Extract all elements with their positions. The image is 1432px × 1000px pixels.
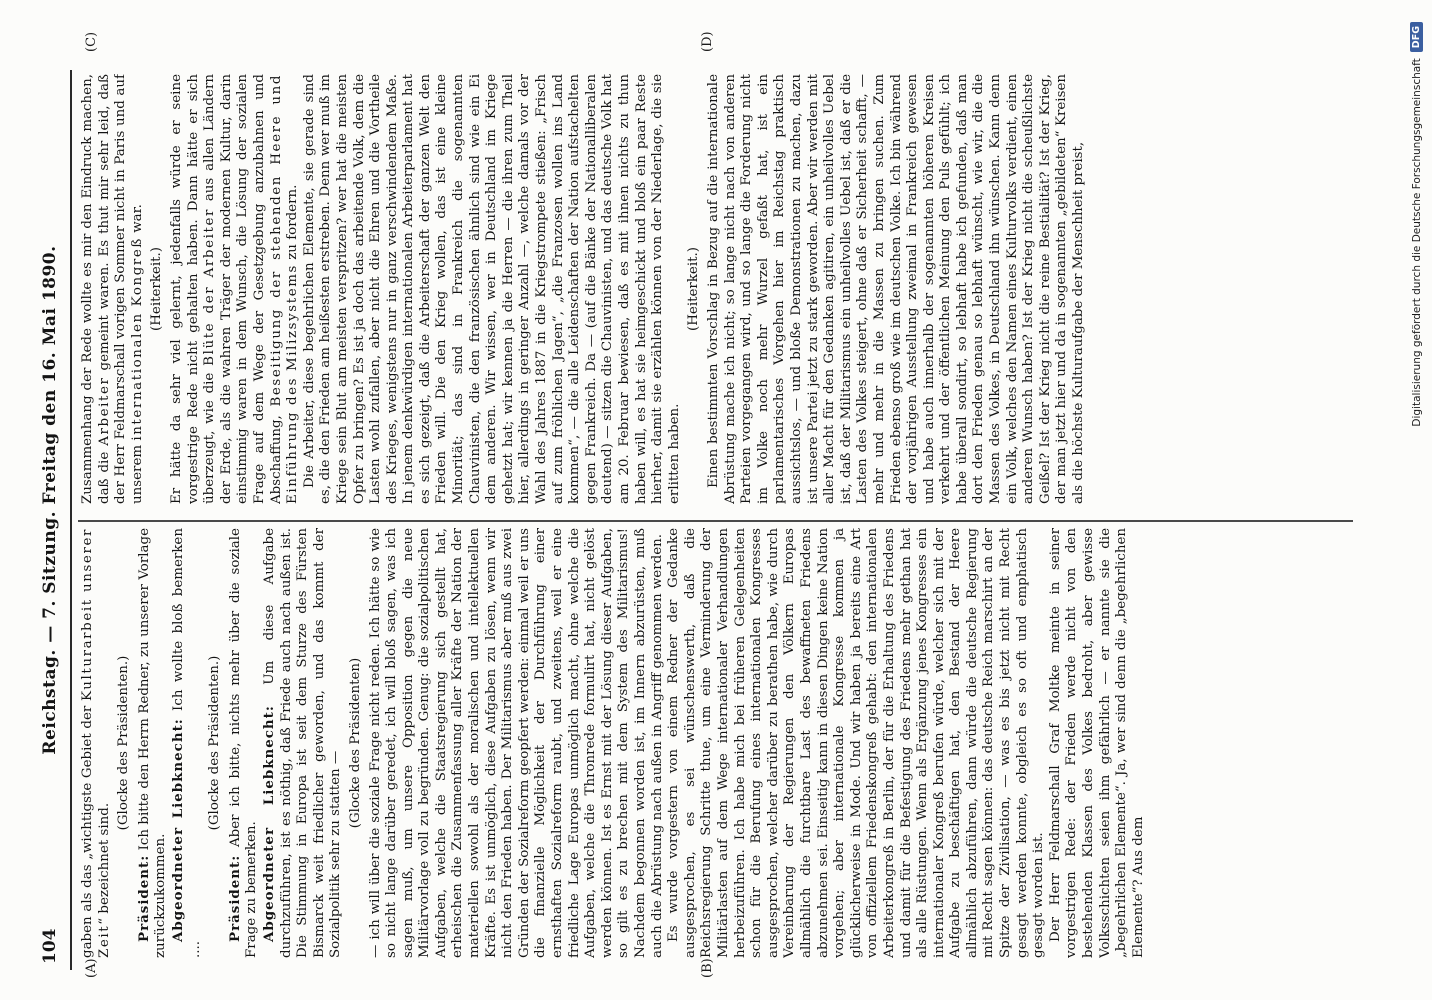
dfg-logo: DFG [1410, 22, 1423, 52]
digitization-credit [1410, 0, 1428, 1000]
paragraph: Es wurde vorgestern von einem Redner der Gedanke ausgesprochen, es sei wünschenswerth, daß die Reichsregierung Schritte thue, um eine Verminderung der Militärlasten auf dem Wege internationaler Verhandlungen herbeizuführen. Ich habe mich bei früheren Gelegenheiten schon für die Berufung eines internationalen Kongresses ausgesprochen, welcher darüber zu berathen habe, wie durch Vereinbarung der Regierungen den Völkern Europas allmählich die furchtbare Last des bewaffneten Friedens abzunehmen sei. Einseitig kann in diesen Dingen keine Nation vorgehen; aber internationale Kongresse kommen ja glücklicherweise in Mode. Und wir haben ja bereits eine Art von offiziellem Friedenskongreß gehabt: den internationalen Arbeiterkongreß in Berlin, der für die Erhaltung des Friedens und damit für die Befestigung des Friedens mehr gethan hat als alle Rüstungen. Wenn als Ergänzung jenes Kongresses ein internationaler Kongreß berufen würde, welcher sich mit der Aufgabe zu beschäftigen hat, den Bestand der Heere allmählich abzuführen, dann würde die deutsche Regierung mit Recht sagen können: das deutsche Reich marschirt an der Spitze der Zivilisation, — was es bis jetzt nicht mit Recht gesagt werden konnte, obgleich es so oft und emphatisch gesagt worden ist. [666, 528, 1047, 958]
right-column [80, 74, 1360, 504]
speaker-paragraph: Präsident: Ich bitte den Herrn Redner, zu unserer Vorlage zurückzukommen. [135, 528, 169, 958]
speaker-paragraph: Abgeordneter Liebknecht: Um diese Aufgabe durchzuführen, ist es nöthig, daß Friede auch nach außen ist. Die Stimmung in Europa ist seit dem Sturze des Fürsten Bismarck weit friedlicher geworden, und das kommt der Sozialpolitik sehr zu statten — [260, 528, 344, 958]
stage-note: (Glocke des Präsidenten) [347, 657, 363, 829]
paragraph: — ich will über die soziale Frage nicht reden. Ich hätte so wie so nicht lange darüber geredet, ich will bloß sagen, was ich sagen muß, um unsere Opposition gegen die neue Militärvorlage voll zu begründen. Genug: die sozialpolitischen Aufgaben, welche die Staatsregierung sich gestellt hat, erheischen die Zusammenfassung aller Kräfte der Nation der materiellen sowohl als der moralischen und intellektuellen Kräfte. Es ist unmöglich, diese Aufgaben zu lösen, wenn wir nicht den Frieden haben. Der Militarismus aber muß aus zwei Gründen der Sozialreform geopfert werden: einmal weil er uns die finanzielle Möglichkeit der Durchführung einer ernsthaften Sozialreform raubt, und zweitens, weil er eine friedliche Lage Europas unmöglich macht, ohne welche die Aufgaben, welche die Thronrede formulirt hat, nicht gelöst werden können. Ist es Ernst mit der Lösung dieser Aufgaben, so gilt es zu brechen mit dem System des Militarismus! Nachdem begonnen worden ist, im Innern abzurüsten, muß auch die Abrüstung nach außen in Angriff genommen werden. [367, 528, 665, 958]
page-title: Reichstag. — 7. Sitzung. Freitag den 16. Mai 1890. [40, 245, 60, 755]
stage-note: (Glocke des Präsidenten.) [207, 655, 223, 831]
paragraph: Der Herr Feldmarschall Graf Moltke meinte in seiner vorgestrigen Rede: der Frieden werde nicht von den bestehenden Klassen des Volkes bedroht, aber gewisse Volksschichten seien ihm gefährlich — er nannte sie die „begehrlichen Elemente“. Ja, wer sind denn die „begehrlichen Elemente“? Aus dem [1047, 528, 1146, 958]
header-rule [70, 70, 72, 970]
stage-note: (Heiterkeit.) [686, 247, 702, 331]
paragraph: Einen bestimmten Vorschlag in Bezug auf die internationale Abrüstung mache ich nicht; so lange nicht nach von anderen Parteien vorgegangen wird, und so lange die Forderung nicht im Volke noch mehr Wurzel gefaßt hat, ist ein parlamentarisches Vorgehen hier im Reichstag praktisch aussichtslos, — und bloße Demonstrationen zu machen, dazu ist unsere Partei jetzt zu stark geworden. Aber wir werden mit aller Macht für den Gedanken agitiren, ein unheilvolles Uebel ist, daß der Militarismus ein unheilvolles Uebel ist, daß er die Lasten des Volkes steigert, ohne daß er Sicherheit schafft, — mehr und mehr in die Massen zu bringen suchen. Zum Frieden ebenso groß wie im deutschen Volke. Ich bin während der vorjährigen Ausstellung zweimal in Frankreich gewesen und habe auch innerhalb der sogenannten höheren Kreisen verkehrt und der öffentlichen Meinung den Puls gefühlt; ich habe überall sondirt, so lebhaft habe ich gefunden, daß man dort den Frieden genau so lebhaft wünscht, wie wir, die die Massen des Volkes, in Deutschland ihn wünschen. Kann denn ein Volk, welches den Namen eines Kulturvolks verdient, einen anderen Wunsch haben? Ist der Krieg nicht die scheußlichste Geißel? Ist der Krieg nicht die reine Bestialität? Ist der Krieg, der man jetzt hier und da in sogenannten „gebildeten“ Kreisen als die höchste Kulturaufgabe der Menschheit preist, [705, 74, 1087, 504]
margin-marker-b: (B) [700, 958, 715, 978]
speaker-label: Präsident: [226, 854, 243, 942]
speaker-label: Abgeordneter Liebknecht: [260, 705, 277, 942]
paragraph: Er hätte da sehr viel gelernt, jedenfalls würde er seine vorgestrige Rede nicht gehalten haben. Dann hätte er sich überzeugt, wie die Blüte der Arbeiter aus allen Ländern der Erde, als die wahren Träger der modernen Kultur, darin einstimmig waren in dem Wunsch, die Lösung der sozialen Frage auf dem Wege der Gesetzgebung anzubahnen und Abschaffung, Beseitigung der stehenden Heere und Einführung des Milizsystems zu fordern. [168, 74, 301, 504]
paragraph: Zusammenhang der Rede wollte es mir den Eindruck machen, daß die Arbeiter gemeint waren. Es thut mir sehr leid, daß der Herr Feldmarschall vorigen Sommer nicht in Paris und auf unserem internationalen Kongreß war. [80, 74, 145, 504]
paragraph: gaben als das „wichtigste Gebiet der Kulturarbeit unserer Zeit“ bezeichnet sind. [80, 528, 112, 958]
credit-text: Digitalisierung gefördert durch die Deutsche Forschungsgemeinschaft [1410, 58, 1423, 427]
speaker-label: Abgeordneter Liebknecht: [169, 718, 186, 942]
speaker-label: Präsident: [135, 854, 152, 942]
speaker-paragraph: Abgeordneter Liebknecht: Ich wollte bloß bemerken .... [169, 528, 203, 958]
left-column [80, 528, 1360, 958]
column-separator [78, 521, 1353, 523]
margin-marker-c: (C) [84, 31, 99, 52]
margin-marker-d: (D) [700, 31, 715, 52]
paragraph: Die Arbeiter, diese begehrlichen Elemente, sie gerade sind es, die den Frieden am heißesten erstreben. Denn wer muß im Kriege sein Blut am meisten verspritzen? wer hat die meisten Opfer zu bringen? Es ist ja doch das arbeitende Volk, dem die Lasten wohl zufallen, aber nicht die Ehren und die Vortheile des Krieges, wenigstens nur in ganz verschwindendem Maße. In jenem denkwürdigen internationalen Arbeiterparlament hat es sich gezeigt, daß die Arbeiterschaft der ganzen Welt den Frieden will. Die den Krieg wollen, das ist eine kleine Minorität; das sind in Frankreich die sogenannten Chauvinisten, die den französischen ähnlich sind wie ein Ei dem anderen. Wir wissen, wer in Deutschland im Kriege gehetzt hat; wir kennen ja die Herren — die ihren zum Theil hier, allerdings in geringer Anzahl —, welche damals vor der Wahl des Jahres 1887 in die Kriegstrompete stießen: „Frisch auf zum fröhlichen Jagen“, „die Franzosen wollen ins Land kommen“, — die alle Leidenschaften der Nation aufstachelten gegen Frankreich. Da — (auf die Bänke der Nationalliberalen deutend) — sitzen die Chauvinisten, und das deutsche Volk hat am 20. Februar bewiesen, daß es mit ihnen nichts zu thun haben will, es hat sie heimgeschickt und bloß ein paar Reste hierher, damit sie erzählen können von der Niederlage, die sie erlitten haben. [301, 74, 682, 504]
stage-note: (Glocke des Präsidenten.) [116, 655, 132, 831]
margin-marker-a: (A) [84, 958, 99, 978]
page-number: 104 [40, 928, 60, 964]
stage-note: (Heiterkeit.) [149, 247, 165, 331]
page-header [40, 0, 66, 1000]
speaker-paragraph: Präsident: Aber ich bitte, nichts mehr über die soziale Frage zu bemerken. [226, 528, 260, 958]
